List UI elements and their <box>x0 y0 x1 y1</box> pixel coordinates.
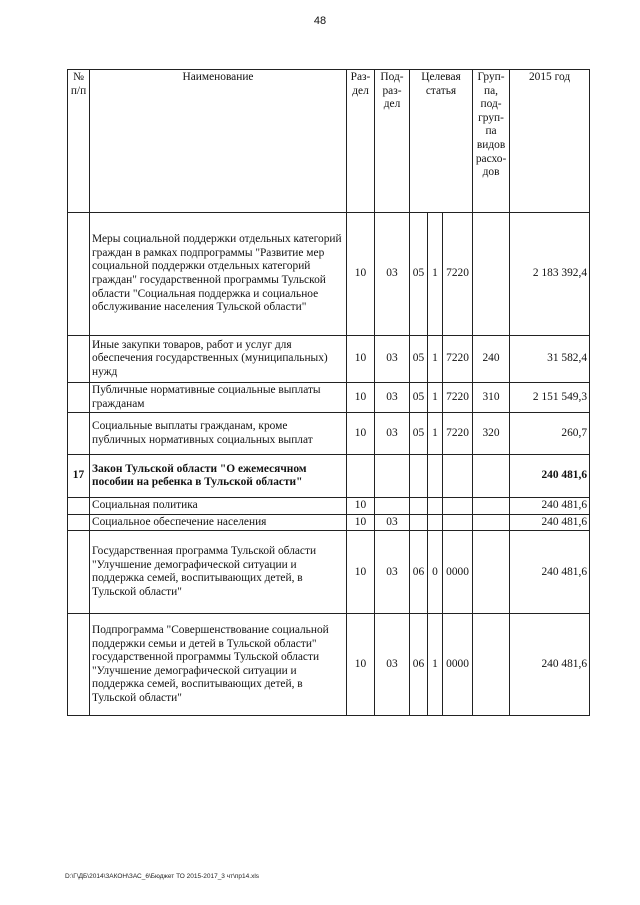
row-amount: 2 151 549,3 <box>510 383 590 413</box>
row-num <box>68 514 90 531</box>
row-amount: 240 481,6 <box>510 531 590 614</box>
row-amount: 31 582,4 <box>510 336 590 383</box>
table-row <box>68 514 590 531</box>
row-cs-subprogram <box>428 455 443 498</box>
row-gruppa <box>473 455 510 498</box>
row-razdel: 10 <box>347 614 375 716</box>
row-cs-direction: 7220 <box>443 213 473 336</box>
row-razdel: 10 <box>347 498 375 515</box>
row-num <box>68 413 90 455</box>
row-razdel: 10 <box>347 213 375 336</box>
row-podrazdel <box>375 498 410 515</box>
row-amount: 240 481,6 <box>510 498 590 515</box>
row-num <box>68 213 90 336</box>
row-cs-direction: 7220 <box>443 336 473 383</box>
row-cs-program: 05 <box>410 413 428 455</box>
header-year: 2015 год <box>510 70 590 213</box>
row-cs-subprogram: 1 <box>428 336 443 383</box>
row-cs-direction: 0000 <box>443 531 473 614</box>
row-podrazdel: 03 <box>375 383 410 413</box>
table-row <box>68 336 590 383</box>
row-num <box>68 498 90 515</box>
row-cs-subprogram <box>428 498 443 515</box>
row-num: 17 <box>68 455 90 498</box>
row-cs-direction <box>443 455 473 498</box>
table-row <box>68 455 590 498</box>
header-name: Наименование <box>90 70 347 213</box>
row-amount: 260,7 <box>510 413 590 455</box>
row-razdel: 10 <box>347 383 375 413</box>
row-cs-program: 06 <box>410 531 428 614</box>
table-row <box>68 213 590 336</box>
row-cs-direction <box>443 514 473 531</box>
row-razdel: 10 <box>347 514 375 531</box>
row-gruppa <box>473 514 510 531</box>
header-razdel: Раз-дел <box>347 70 375 213</box>
row-cs-direction <box>443 498 473 515</box>
file-path-footer: D:\Г\ДБ\2014\ЗАКОН\ЗАС_6\Бюджет ТО 2015-2017_3 чт\пр14.xls <box>65 873 260 880</box>
row-cs-subprogram: 0 <box>428 531 443 614</box>
row-gruppa <box>473 531 510 614</box>
row-name: Социальные выплаты гражданам, кроме публичных нормативных социальных выплат <box>90 413 347 455</box>
row-num <box>68 336 90 383</box>
row-cs-direction: 0000 <box>443 614 473 716</box>
row-cs-subprogram: 1 <box>428 383 443 413</box>
row-cs-direction: 7220 <box>443 413 473 455</box>
row-gruppa <box>473 498 510 515</box>
table-row <box>68 531 590 614</box>
row-cs-subprogram: 1 <box>428 213 443 336</box>
row-amount: 240 481,6 <box>510 514 590 531</box>
row-name: Иные закупки товаров, работ и услуг для обеспечения государственных (муниципальных) нужд <box>90 336 347 383</box>
row-name: Подпрограмма "Совершенствование социальной поддержки семьи и детей в Тульской области" государственной программы Тульской области "Улучшение демографической ситуации и поддержка семей, воспитывающих детей, в Тульской области" <box>90 614 347 716</box>
row-gruppa <box>473 213 510 336</box>
table-row <box>68 383 590 413</box>
row-podrazdel: 03 <box>375 413 410 455</box>
row-podrazdel: 03 <box>375 514 410 531</box>
row-podrazdel: 03 <box>375 614 410 716</box>
row-name: Меры социальной поддержки отдельных категорий граждан в рамках подпрограммы "Развитие мер социальной поддержки отдельных категорий граждан" государственной программы Тульской области "Социальная поддержка и социальное обслуживание населения Тульской области" <box>90 213 347 336</box>
row-podrazdel: 03 <box>375 213 410 336</box>
row-name: Публичные нормативные социальные выплаты гражданам <box>90 383 347 413</box>
row-razdel: 10 <box>347 413 375 455</box>
row-cs-program <box>410 514 428 531</box>
row-cs-program: 05 <box>410 213 428 336</box>
row-cs-subprogram <box>428 514 443 531</box>
table-row <box>68 614 590 716</box>
row-cs-subprogram: 1 <box>428 614 443 716</box>
row-name: Социальная политика <box>90 498 347 515</box>
row-cs-program <box>410 498 428 515</box>
row-name: Закон Тульской области "О ежемесячном пособии на ребенка в Тульской области" <box>90 455 347 498</box>
row-name: Социальное обеспечение населения <box>90 514 347 531</box>
header-gruppa: Груп-па, под-груп-па видов расхо-дов <box>473 70 510 213</box>
row-gruppa: 240 <box>473 336 510 383</box>
row-num <box>68 531 90 614</box>
row-podrazdel: 03 <box>375 336 410 383</box>
row-cs-program: 05 <box>410 336 428 383</box>
row-gruppa <box>473 614 510 716</box>
row-gruppa: 320 <box>473 413 510 455</box>
budget-table <box>67 69 590 716</box>
table-body <box>68 213 590 716</box>
row-cs-program: 06 <box>410 614 428 716</box>
table-row <box>68 498 590 515</box>
table-header-row <box>68 70 590 213</box>
row-amount: 240 481,6 <box>510 455 590 498</box>
row-podrazdel <box>375 455 410 498</box>
row-razdel <box>347 455 375 498</box>
header-num: № п/п <box>68 70 90 213</box>
header-celevaya-statya: Целевая статья <box>410 70 473 213</box>
row-cs-program: 05 <box>410 383 428 413</box>
header-podrazdel: Под-раз-дел <box>375 70 410 213</box>
row-cs-subprogram: 1 <box>428 413 443 455</box>
page-number: 48 <box>313 15 327 27</box>
row-num <box>68 614 90 716</box>
row-cs-direction: 7220 <box>443 383 473 413</box>
row-name: Государственная программа Тульской области "Улучшение демографической ситуации и поддержка семей, воспитывающих детей, в Тульской области" <box>90 531 347 614</box>
row-num <box>68 383 90 413</box>
row-razdel: 10 <box>347 336 375 383</box>
row-podrazdel: 03 <box>375 531 410 614</box>
row-amount: 240 481,6 <box>510 614 590 716</box>
row-gruppa: 310 <box>473 383 510 413</box>
table-row <box>68 413 590 455</box>
row-amount: 2 183 392,4 <box>510 213 590 336</box>
row-razdel: 10 <box>347 531 375 614</box>
row-cs-program <box>410 455 428 498</box>
